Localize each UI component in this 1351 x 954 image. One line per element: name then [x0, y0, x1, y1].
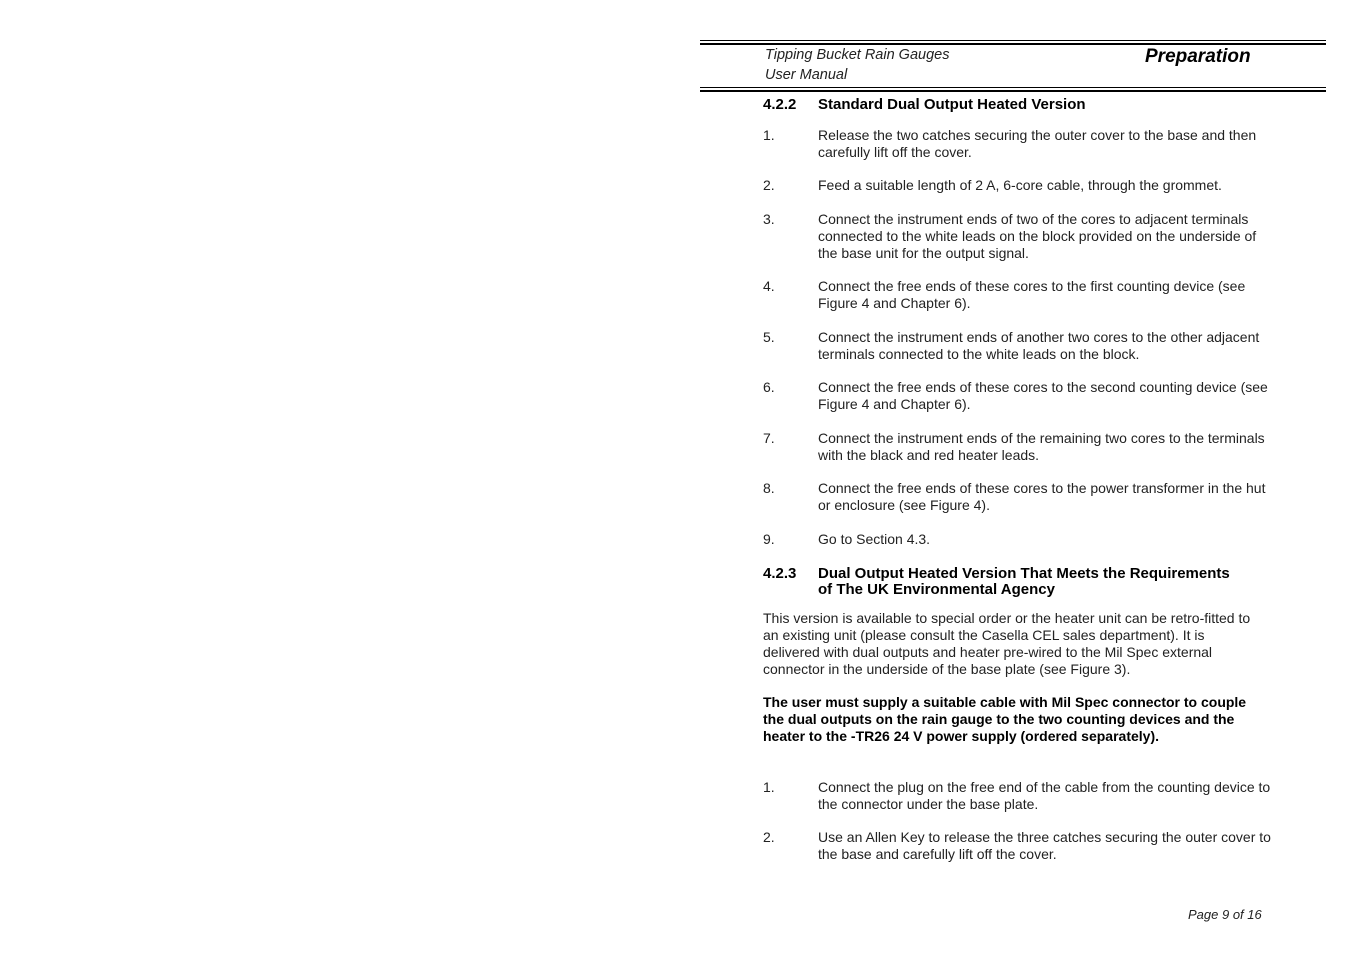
- step-text: Connect the free ends of these cores to the second counting device (see Figure 4 and Chapter 6).: [818, 379, 1268, 412]
- section-423-number: 4.2.3: [763, 565, 797, 582]
- section-423-title: Dual Output Heated Version That Meets the Requirements of The UK Environmental Agency: [818, 565, 1230, 598]
- page-number: Page 9 of 16: [1188, 907, 1262, 922]
- step-text: Release the two catches securing the outer cover to the base and then carefully lift off the cover.: [818, 127, 1257, 160]
- step-number: 3.: [763, 211, 775, 227]
- step-number: 1.: [763, 779, 775, 795]
- step-number: 5.: [763, 329, 775, 345]
- step-number: 2.: [763, 829, 775, 845]
- step-number: 6.: [763, 379, 775, 395]
- header-top-rule: [700, 40, 1326, 41]
- step-number: 1.: [763, 127, 775, 143]
- section-422-number: 4.2.2: [763, 96, 797, 113]
- step-text: Connect the instrument ends of the remaining two cores to the terminals with the black and red heater leads.: [818, 430, 1265, 463]
- step-text: Connect the instrument ends of two of the cores to adjacent terminals connected to the white leads on the block provided on the underside of the base unit for the output signal.: [818, 211, 1257, 261]
- step-text: Connect the free ends of these cores to the power transformer in the hut or enclosure (see Figure 4).: [818, 480, 1266, 513]
- step-text: Connect the instrument ends of another two cores to the other adjacent terminals connected to the white leads on the block.: [818, 329, 1260, 362]
- step-number: 9.: [763, 531, 775, 547]
- step-text: Connect the plug on the free end of the cable from the counting device to the connector under the base plate.: [818, 779, 1271, 812]
- document-title-line2: User Manual: [765, 67, 848, 83]
- step-number: 2.: [763, 177, 775, 193]
- header-bottom-rule-thick: [700, 90, 1326, 92]
- document-title: [765, 45, 949, 85]
- chapter-title: Preparation: [1145, 46, 1251, 67]
- section-423-note: The user must supply a suitable cable with Mil Spec connector to couple the dual outputs on the rain gauge to the two counting devices and the heater to the -TR26 24 V power supply (ordered separately).: [763, 694, 1247, 744]
- section-422-title: Standard Dual Output Heated Version: [818, 96, 1086, 113]
- header-bottom-rule: [700, 87, 1326, 88]
- step-number: 4.: [763, 278, 775, 294]
- step-number: 7.: [763, 430, 775, 446]
- document-title-line1: Tipping Bucket Rain Gauges: [765, 47, 950, 63]
- step-text: Connect the free ends of these cores to the first counting device (see Figure 4 and Chapter 6).: [818, 278, 1246, 311]
- step-number: 8.: [763, 480, 775, 496]
- step-text: Feed a suitable length of 2 A, 6-core cable, through the grommet.: [818, 177, 1222, 193]
- step-text: Use an Allen Key to release the three catches securing the outer cover to the base and carefully lift off the cover.: [818, 829, 1271, 862]
- section-423-intro: This version is available to special order or the heater unit can be retro-fitted to an existing unit (please consult the Casella CEL sales department). It is delivered with dual outputs and heater pre-wired to the Mil Spec external connector in the underside of the base plate (see Figure 3).: [763, 610, 1251, 677]
- step-text: Go to Section 4.3.: [818, 531, 931, 547]
